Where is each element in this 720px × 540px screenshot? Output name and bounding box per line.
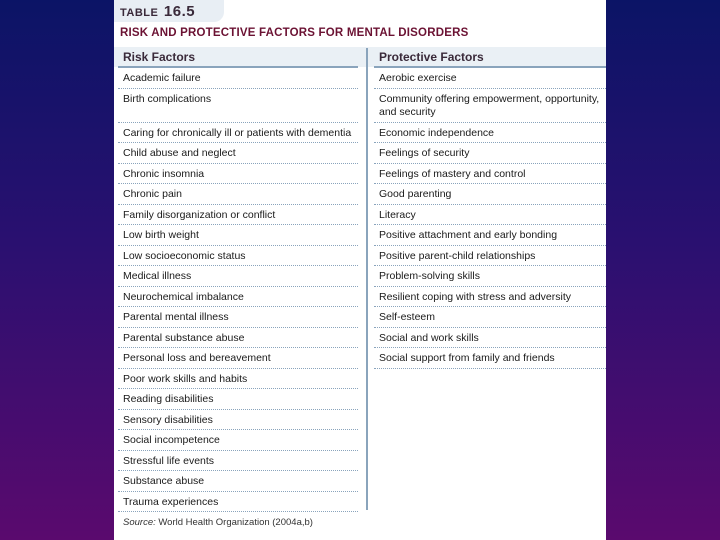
risk-factor-row: Child abuse and neglect <box>118 143 358 164</box>
protective-factor-row <box>374 389 606 410</box>
risk-factor-row: Family disorganization or conflict <box>118 205 358 226</box>
protective-factor-row: Social support from family and friends <box>374 348 606 369</box>
risk-factor-row: Caring for chronically ill or patients with dementia <box>118 123 358 144</box>
risk-factors-header: Risk Factors <box>123 50 196 64</box>
protective-factor-row: Economic independence <box>374 123 606 144</box>
table-title: RISK AND PROTECTIVE FACTORS FOR MENTAL DISORDERS <box>120 27 469 39</box>
table-source: Source: World Health Organization (2004a,b) <box>123 517 313 528</box>
risk-factor-row: Poor work skills and habits <box>118 369 358 390</box>
protective-factor-row: Positive parent-child relationships <box>374 246 606 267</box>
table-page <box>114 0 606 540</box>
table-number: 16.5 <box>163 3 196 20</box>
protective-factor-row <box>374 451 606 472</box>
risk-factor-row: Neurochemical imbalance <box>118 287 358 308</box>
protective-factor-row: Self-esteem <box>374 307 606 328</box>
risk-factor-row: Personal loss and bereavement <box>118 348 358 369</box>
risk-factor-row: Reading disabilities <box>118 389 358 410</box>
risk-factor-row: Low socioeconomic status <box>118 246 358 267</box>
risk-factor-row: Sensory disabilities <box>118 410 358 431</box>
protective-factor-row: Feelings of mastery and control <box>374 164 606 185</box>
risk-factor-row: Chronic pain <box>118 184 358 205</box>
protective-factor-row: Resilient coping with stress and adversity <box>374 287 606 308</box>
risk-factor-row: Chronic insomnia <box>118 164 358 185</box>
protective-factor-row: Good parenting <box>374 184 606 205</box>
risk-factor-row: Parental substance abuse <box>118 328 358 349</box>
column-divider <box>366 48 368 510</box>
protective-factor-row <box>374 492 606 513</box>
risk-factor-row: Trauma experiences <box>118 492 358 513</box>
table-tab <box>114 0 224 22</box>
protective-factor-row: Positive attachment and early bonding <box>374 225 606 246</box>
risk-factor-row: Parental mental illness <box>118 307 358 328</box>
protective-factor-row: Problem-solving skills <box>374 266 606 287</box>
protective-factor-row <box>374 369 606 390</box>
risk-factor-row: Social incompetence <box>118 430 358 451</box>
protective-factor-row: Aerobic exercise <box>374 68 606 89</box>
risk-factor-row: Birth complications <box>118 89 358 123</box>
risk-factor-row: Academic failure <box>118 68 358 89</box>
risk-factor-row: Medical illness <box>118 266 358 287</box>
risk-factor-row: Low birth weight <box>118 225 358 246</box>
protective-factors-header: Protective Factors <box>379 50 484 64</box>
protective-factor-row: Literacy <box>374 205 606 226</box>
protective-factor-row: Feelings of security <box>374 143 606 164</box>
risk-factor-row: Stressful life events <box>118 451 358 472</box>
protective-factor-row: Social and work skills <box>374 328 606 349</box>
risk-factor-row: Substance abuse <box>118 471 358 492</box>
table-label: TABLE 16.5 <box>120 3 196 20</box>
protective-factor-row <box>374 430 606 451</box>
protective-factor-row <box>374 410 606 431</box>
protective-factor-row <box>374 471 606 492</box>
protective-factor-row: Community offering empowerment, opportunity, and security <box>374 89 606 123</box>
